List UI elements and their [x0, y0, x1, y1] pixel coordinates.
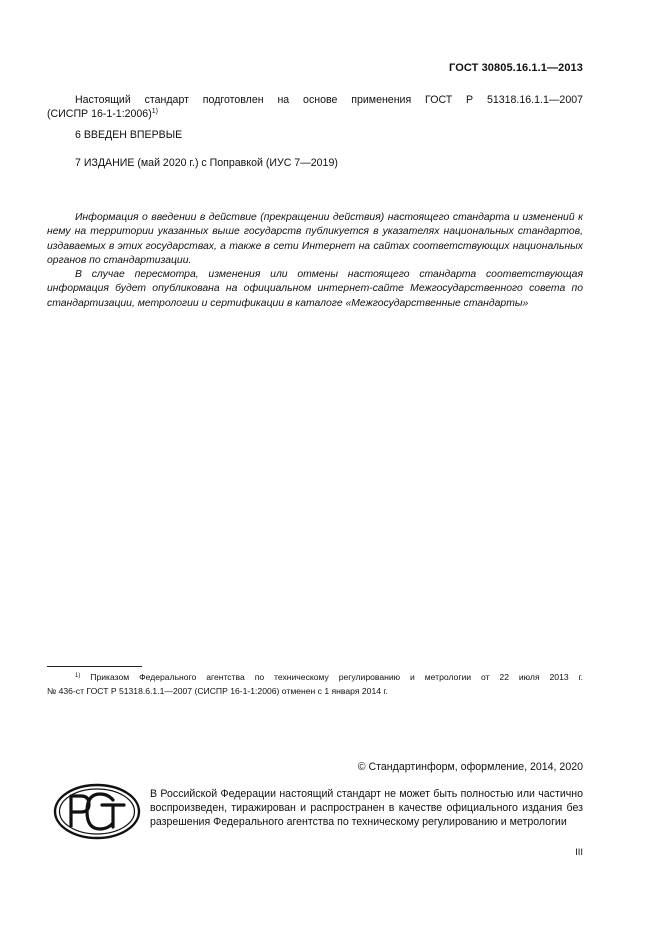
introduced-paragraph: 6 ВВЕДЕН ВПЕРВЫЕ — [75, 129, 183, 141]
footnote-line1 — [47, 671, 583, 685]
standard-code-header: ГОСТ 30805.16.1.1—2013 — [449, 62, 583, 74]
gost-r-logo-icon — [53, 783, 141, 840]
basis-paragraph-line1: Настоящий стандарт подготовлен на основе применения ГОСТ Р 51318.16.1.1—2007 — [75, 94, 583, 106]
copyright-line: © Стандартинформ, оформление, 2014, 2020 — [357, 761, 583, 773]
basis-paragraph — [47, 93, 583, 121]
copyright-notice: В Российской Федерации настоящий стандарт не может быть полностью или частично воспроизведен, тиражирован и распространен в качестве официального издания без разрешения Федерального агентства по техническому регулированию и метрологии — [150, 788, 583, 829]
info-block — [47, 211, 583, 311]
footnote-number: 1) — [75, 673, 81, 679]
page-number: III — [575, 847, 583, 858]
footnote-line2: № 436-ст ГОСТ Р 51318.6.1.1—2007 (СИСПР 16-1-1:2006) отменен с 1 января 2014 г. — [47, 685, 388, 696]
info-paragraph-2: В случае пересмотра, изменения или отмены настоящего стандарта соответствующая информация будет опубликована на официальном интернет-сайте Межгосударственного совета по стандартизации, метрологии и сертификации в каталоге «Межгосударственные стандарты» — [47, 269, 583, 309]
footnote-mark: 1) — [151, 108, 158, 115]
footnote-divider — [47, 666, 142, 667]
info-paragraph-1: Информация о введении в действие (прекращении действия) настоящего стандарта и изменений к нему на территории указанных выше государств публикуется в указателях национальных стандартов, издаваемых в этих государствах, а также в сети Интернет на сайтах соответствующих национальных органов по стандартизации. — [47, 212, 583, 266]
basis-paragraph-line2 — [47, 107, 583, 121]
footnote-line1-text: Приказом Федерального агентства по техническому регулированию и метрологии от 22 июля 2013 г. — [90, 672, 584, 682]
footnote — [47, 671, 583, 698]
basis-paragraph-reference: (СИСПР 16-1-1:2006) — [47, 108, 152, 120]
edition-paragraph: 7 ИЗДАНИЕ (май 2020 г.) с Поправкой (ИУС 7—2019) — [75, 157, 338, 169]
